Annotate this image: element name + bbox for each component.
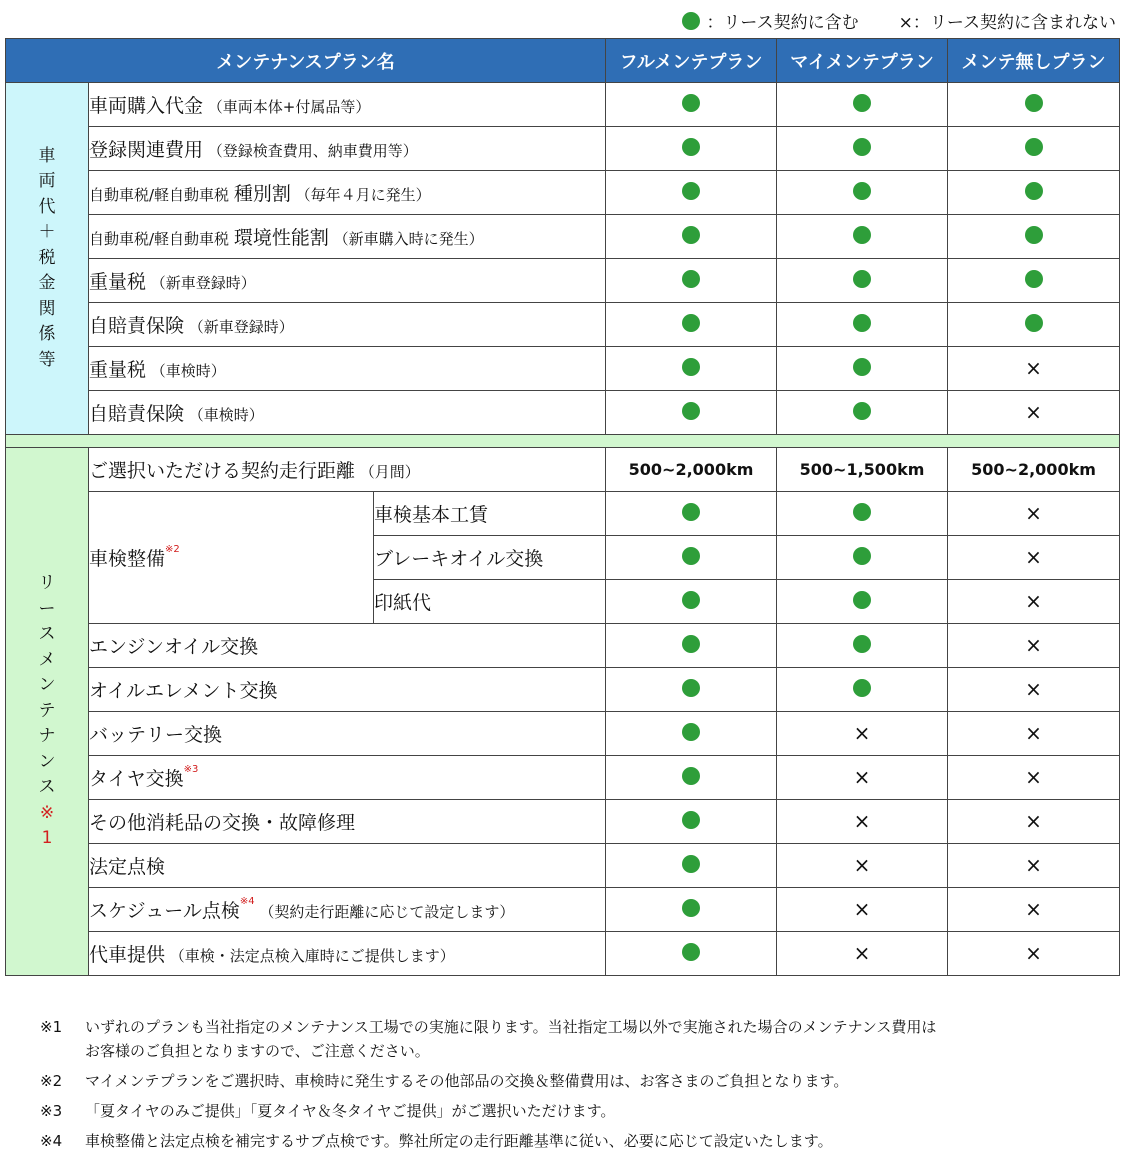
footnotes <box>40 1015 936 1159</box>
distance-value-1: 500~2,000km <box>606 448 777 492</box>
footnote-line: マイメンテプランをご選択時、車検時に発生するその他部品の交換＆整備費用は、お客さまのご負担となります。 <box>85 1072 849 1090</box>
mark-cell-3 <box>948 215 1120 259</box>
row-label <box>89 624 606 668</box>
mark-cell-3 <box>948 171 1120 215</box>
cross-icon: × <box>1025 400 1042 424</box>
green-dot-icon <box>853 635 871 653</box>
category-char: ス <box>38 777 56 798</box>
footnote-number: ※4 <box>40 1132 63 1150</box>
header-my-plan: マイメンテプラン <box>777 39 948 83</box>
table-row <box>6 800 1120 844</box>
mark-cell-2 <box>777 492 948 536</box>
green-dot-icon <box>853 138 871 156</box>
mark-cell-1 <box>606 844 777 888</box>
row-label-sub: （月間） <box>355 463 420 481</box>
row-label-sub: （毎年４月に発生） <box>290 186 431 204</box>
row-label-main: 車両購入代金 <box>89 95 204 117</box>
legend-included-label: ：リース契約に含む <box>706 13 859 33</box>
cross-icon: × <box>1025 721 1042 745</box>
mark-cell-2 <box>777 215 948 259</box>
green-dot-icon <box>853 547 871 565</box>
category-char: 係 <box>38 324 56 345</box>
category-char: 等 <box>38 349 56 370</box>
cross-icon: × <box>1025 589 1042 613</box>
distance-value-2: 500~1,500km <box>777 448 948 492</box>
row-label-sub: （車両本体+付属品等） <box>203 98 371 116</box>
mark-cell-2 <box>777 171 948 215</box>
mark-cell-1 <box>606 712 777 756</box>
mark-cell-1 <box>606 580 777 624</box>
green-dot-icon <box>1025 138 1043 156</box>
mark-cell-2 <box>777 83 948 127</box>
green-dot-icon <box>682 314 700 332</box>
footnote-line: 車検整備と法定点検を補完するサブ点検です。弊社所定の走行距離基準に従い、必要に応じて設定いたします。 <box>85 1132 833 1150</box>
mark-cell-2 <box>777 347 948 391</box>
mark-cell-1 <box>606 215 777 259</box>
footnote <box>40 1099 936 1123</box>
green-dot-icon <box>853 94 871 112</box>
green-dot-icon <box>1025 94 1043 112</box>
footnote-text <box>85 1069 848 1093</box>
row-label <box>89 127 606 171</box>
row-label-prefix: 自動車税/軽自動車税 <box>89 230 234 248</box>
green-dot-icon <box>853 182 871 200</box>
row-label-main: 法定点検 <box>89 856 166 878</box>
mark-cell-2 <box>777 391 948 435</box>
row-label <box>89 844 606 888</box>
mark-cell-3 <box>948 83 1120 127</box>
green-dot-icon <box>682 402 700 420</box>
table-row <box>6 624 1120 668</box>
row-label <box>374 580 606 624</box>
table-row <box>6 712 1120 756</box>
row-label <box>89 932 606 976</box>
green-dot-icon <box>682 943 700 961</box>
footnote-number: ※1 <box>40 1018 63 1036</box>
cross-icon: × <box>1025 809 1042 833</box>
row-label-sub: （新車登録時） <box>146 274 256 292</box>
green-dot-icon <box>853 314 871 332</box>
cross-icon: × <box>1025 677 1042 701</box>
legend-included <box>682 8 858 33</box>
mark-cell-2 <box>777 668 948 712</box>
row-label-main: その他消耗品の交換・故障修理 <box>89 812 356 834</box>
mark-cell-2 <box>777 888 948 932</box>
footnote <box>40 1069 936 1093</box>
cross-icon: × <box>853 721 871 745</box>
mark-cell-3 <box>948 756 1120 800</box>
row-label-main: 自賠責保険 <box>89 315 185 337</box>
mark-cell-1 <box>606 624 777 668</box>
category-char: メ <box>38 649 56 670</box>
table-row <box>6 171 1120 215</box>
footnote-number: ※3 <box>40 1102 63 1120</box>
mark-cell-3 <box>948 347 1120 391</box>
green-dot-icon <box>682 547 700 565</box>
row-label <box>374 492 606 536</box>
green-dot-icon <box>682 767 700 785</box>
green-dot-icon <box>1025 270 1043 288</box>
distance-value-3: 500~2,000km <box>948 448 1120 492</box>
row-label-main: バッテリー交換 <box>89 724 223 746</box>
mark-cell-2 <box>777 536 948 580</box>
cross-icon: × <box>1025 765 1042 789</box>
mark-cell-3 <box>948 624 1120 668</box>
row-label-main: 環境性能割 <box>233 227 329 249</box>
green-dot-icon <box>853 591 871 609</box>
table-row <box>6 259 1120 303</box>
mark-cell-2 <box>777 800 948 844</box>
category-char: ＋ <box>38 222 56 243</box>
category-char: 車 <box>38 145 56 166</box>
green-dot-icon <box>682 811 700 829</box>
section-gap <box>6 435 1120 448</box>
mark-cell-3 <box>948 391 1120 435</box>
row-label <box>89 448 606 492</box>
cross-icon: × <box>853 897 871 921</box>
row-label-main: 自賠責保険 <box>89 403 185 425</box>
row-label <box>89 800 606 844</box>
mark-cell-3 <box>948 800 1120 844</box>
green-dot-icon <box>682 899 700 917</box>
green-dot-icon <box>682 358 700 376</box>
table-row <box>6 492 1120 536</box>
row-label <box>89 888 606 932</box>
row-label-main: 種別割 <box>233 183 291 205</box>
row-label-sub: （新車購入時に発生） <box>328 230 484 248</box>
table-row <box>6 215 1120 259</box>
table-row <box>6 932 1120 976</box>
row-label-note: ※3 <box>183 764 199 775</box>
mark-cell-1 <box>606 668 777 712</box>
category-char: ナ <box>38 726 56 747</box>
green-dot-icon <box>682 182 700 200</box>
table-row <box>6 756 1120 800</box>
row-label-sub: （契約走行距離に応じて設定します） <box>254 903 515 921</box>
mark-cell-1 <box>606 888 777 932</box>
category-char: リ <box>38 573 56 594</box>
row-label-sub: （新車登録時） <box>184 318 294 336</box>
cross-icon: × <box>853 941 871 965</box>
legend <box>682 8 1116 33</box>
green-dot-icon <box>853 679 871 697</box>
row-label-main: タイヤ交換 <box>89 768 184 790</box>
header-plan-name: メンテナンスプラン名 <box>6 39 606 83</box>
row-label-sub: （車検時） <box>146 362 226 380</box>
green-dot-icon <box>682 723 700 741</box>
green-dot-icon <box>1025 314 1043 332</box>
row-label <box>89 391 606 435</box>
mark-cell-1 <box>606 391 777 435</box>
mark-cell-3 <box>948 844 1120 888</box>
green-dot-icon <box>682 855 700 873</box>
footnote-line: いずれのプランも当社指定のメンテナンス工場での実施に限ります。当社指定工場以外で実施された場合のメンテナンス費用は <box>85 1018 937 1036</box>
table-row <box>6 391 1120 435</box>
mark-cell-3 <box>948 303 1120 347</box>
category-char: ス <box>38 624 56 645</box>
row-label-main: 印紙代 <box>374 592 432 614</box>
mark-cell-1 <box>606 536 777 580</box>
green-dot-icon <box>682 138 700 156</box>
mark-cell-1 <box>606 800 777 844</box>
mark-cell-3 <box>948 492 1120 536</box>
mark-cell-2 <box>777 756 948 800</box>
row-label-sub: （登録検査費用、納車費用等） <box>203 142 418 160</box>
category-char: ー <box>38 598 56 619</box>
cross-icon: × <box>1025 501 1042 525</box>
row-label-main: 登録関連費用 <box>89 139 204 161</box>
cross-icon: × <box>1025 356 1042 380</box>
category-char: ※ <box>39 802 55 823</box>
row-label-sub: （車検・法定点検入庫時にご提供します） <box>165 947 455 965</box>
mark-cell-3 <box>948 712 1120 756</box>
mark-cell-2 <box>777 580 948 624</box>
category-vehicle-tax <box>6 83 89 435</box>
table-row <box>6 303 1120 347</box>
row-label <box>89 215 606 259</box>
row-label-main: 車検基本工賃 <box>374 504 489 526</box>
table-row <box>6 347 1120 391</box>
green-dot-icon <box>853 402 871 420</box>
mark-cell-2 <box>777 712 948 756</box>
row-label <box>89 712 606 756</box>
category-char: ン <box>38 751 56 772</box>
category-char: 税 <box>38 247 56 268</box>
green-dot-icon <box>853 270 871 288</box>
mark-cell-3 <box>948 536 1120 580</box>
inspection-label <box>89 492 374 624</box>
inspection-label-note: ※2 <box>165 544 180 555</box>
table-row <box>6 668 1120 712</box>
row-label-main: オイルエレメント交換 <box>89 680 278 702</box>
cross-icon: × <box>1025 897 1042 921</box>
mark-cell-3 <box>948 580 1120 624</box>
row-label-main: ブレーキオイル交換 <box>374 548 544 570</box>
legend-excluded-label: ×：リース契約に含まれない <box>898 13 1116 33</box>
row-label-sub: （車検時） <box>184 406 264 424</box>
cross-icon: × <box>853 853 871 877</box>
category-char: 1 <box>41 828 53 849</box>
footnote-line: 「夏タイヤのみご提供」「夏タイヤ＆冬タイヤご提供」がご選択いただけます。 <box>85 1102 616 1120</box>
row-label-prefix: 自動車税/軽自動車税 <box>89 186 234 204</box>
row-label <box>89 668 606 712</box>
header-no-plan: メンテ無しプラン <box>948 39 1120 83</box>
green-dot-icon <box>853 226 871 244</box>
row-label-main: 重量税 <box>89 271 147 293</box>
row-label <box>89 303 606 347</box>
row-label-main: スケジュール点検 <box>89 900 240 922</box>
row-label-main: エンジンオイル交換 <box>89 636 259 658</box>
footnote-text <box>85 1015 936 1063</box>
green-dot-icon <box>1025 226 1043 244</box>
mark-cell-1 <box>606 492 777 536</box>
mark-cell-1 <box>606 932 777 976</box>
cross-icon: × <box>1025 545 1042 569</box>
green-dot-icon <box>682 591 700 609</box>
category-char: 金 <box>38 273 56 294</box>
mark-cell-1 <box>606 756 777 800</box>
green-dot-icon <box>682 12 700 30</box>
cross-icon: × <box>1025 853 1042 877</box>
category-char: 両 <box>38 171 56 192</box>
green-dot-icon <box>853 503 871 521</box>
row-label <box>89 83 606 127</box>
table-row <box>6 844 1120 888</box>
green-dot-icon <box>853 358 871 376</box>
mark-cell-1 <box>606 347 777 391</box>
category-char: 代 <box>38 196 56 217</box>
category-char: 関 <box>38 298 56 319</box>
mark-cell-1 <box>606 83 777 127</box>
mark-cell-2 <box>777 932 948 976</box>
category-lease-maintenance <box>6 448 89 976</box>
inspection-label-main: 車検整備 <box>89 548 166 570</box>
cross-icon: × <box>853 765 871 789</box>
table-row <box>6 888 1120 932</box>
mark-cell-2 <box>777 127 948 171</box>
row-label <box>374 536 606 580</box>
mark-cell-1 <box>606 259 777 303</box>
row-label <box>89 347 606 391</box>
mark-cell-2 <box>777 259 948 303</box>
footnote-line: お客様のご負担となりますので、ご注意ください。 <box>85 1042 430 1060</box>
green-dot-icon <box>682 679 700 697</box>
row-label-main: 代車提供 <box>89 944 166 966</box>
mark-cell-1 <box>606 171 777 215</box>
mark-cell-1 <box>606 127 777 171</box>
mark-cell-2 <box>777 844 948 888</box>
cross-icon: × <box>853 809 871 833</box>
mark-cell-3 <box>948 259 1120 303</box>
green-dot-icon <box>682 94 700 112</box>
row-label-main: ご選択いただける契約走行距離 <box>89 460 356 482</box>
row-label-note: ※4 <box>239 896 255 907</box>
footnote-text <box>85 1099 615 1123</box>
footnote-number: ※2 <box>40 1072 63 1090</box>
category-char: テ <box>38 700 56 721</box>
mark-cell-3 <box>948 127 1120 171</box>
mark-cell-2 <box>777 303 948 347</box>
plan-table <box>5 38 1120 976</box>
mark-cell-3 <box>948 932 1120 976</box>
cross-icon: × <box>1025 633 1042 657</box>
category-char: ン <box>38 675 56 696</box>
row-label <box>89 259 606 303</box>
green-dot-icon <box>682 503 700 521</box>
mark-cell-3 <box>948 888 1120 932</box>
mark-cell-3 <box>948 668 1120 712</box>
row-label-main: 重量税 <box>89 359 147 381</box>
legend-excluded <box>899 8 1116 33</box>
green-dot-icon <box>682 635 700 653</box>
footnote <box>40 1129 936 1153</box>
mark-cell-1 <box>606 303 777 347</box>
distance-row <box>6 448 1120 492</box>
mark-cell-2 <box>777 624 948 668</box>
green-dot-icon <box>682 226 700 244</box>
header-full-plan: フルメンテプラン <box>606 39 777 83</box>
table-row <box>6 127 1120 171</box>
row-label <box>89 756 606 800</box>
row-label <box>89 171 606 215</box>
table-header <box>6 39 1120 83</box>
cross-icon: × <box>1025 941 1042 965</box>
green-dot-icon <box>1025 182 1043 200</box>
footnote <box>40 1015 936 1063</box>
footnote-text <box>85 1129 833 1153</box>
table-row <box>6 83 1120 127</box>
green-dot-icon <box>682 270 700 288</box>
